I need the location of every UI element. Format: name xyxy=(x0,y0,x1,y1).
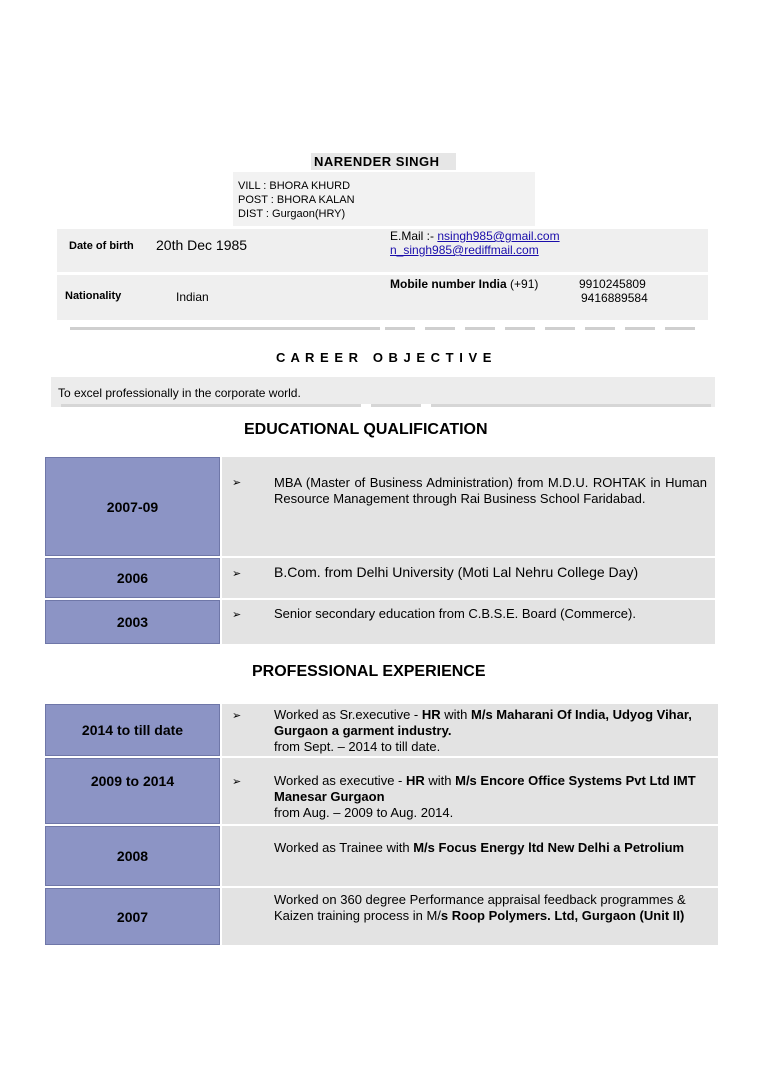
career-objective-text: To excel professionally in the corporate world. xyxy=(58,386,301,400)
decorative-rule-dashed xyxy=(385,327,695,330)
dob-value: 20th Dec 1985 xyxy=(156,237,248,253)
candidate-name: NARENDER SINGH xyxy=(311,153,456,170)
mobile-number-1: 9910245809 xyxy=(579,277,646,291)
arrow-bullet-icon: ➢ xyxy=(232,710,242,722)
experience-period-cell: 2014 to till date xyxy=(45,704,220,756)
nationality-label: Nationality xyxy=(65,290,122,302)
address-block xyxy=(233,172,535,226)
decorative-rule xyxy=(70,327,380,330)
career-objective-box xyxy=(51,377,715,407)
experience-description: Worked on 360 degree Performance appraisal feedback programmes & Kaizen training process in M/s Roop Polymers. Ltd, Gurgaon (Unit II) xyxy=(274,892,686,923)
arrow-bullet-icon: ➢ xyxy=(232,568,242,580)
experience-description: Worked as executive - HR with M/s Encore Office Systems Pvt Ltd IMT Manesar Gurgaon from Aug. – 2009 to Aug. 2014. xyxy=(274,773,696,820)
address-post: POST : BHORA KALAN xyxy=(238,194,355,206)
decorative-rule xyxy=(61,404,711,407)
education-row xyxy=(222,558,715,598)
arrow-bullet-icon: ➢ xyxy=(232,609,242,621)
experience-period-cell: 2007 xyxy=(45,888,220,945)
experience-description: Worked as Trainee with M/s Focus Energy ltd New Delhi a Petrolium xyxy=(274,840,685,855)
personal-info-row-1 xyxy=(57,229,708,272)
email-label: E.Mail :- xyxy=(390,229,435,243)
personal-info-row-2 xyxy=(57,275,708,320)
education-row xyxy=(222,600,715,644)
arrow-bullet-icon: ➢ xyxy=(232,477,242,489)
mobile-number-2: 9416889584 xyxy=(581,291,648,305)
experience-description: Worked as Sr.executive - HR with M/s Maharani Of India, Udyog Vihar, Gurgaon a garment industry. from Sept. – 2014 to till date. xyxy=(274,707,692,754)
mobile-country-code: (+91) xyxy=(510,277,539,291)
education-description: B.Com. from Delhi University (Moti Lal Nehru College Day) xyxy=(274,564,639,580)
education-year-cell: 2003 xyxy=(45,600,220,644)
dob-label: Date of birth xyxy=(69,240,134,252)
experience-period-cell: 2008 xyxy=(45,826,220,886)
career-objective-heading: C A R E E R O B J E C T I V E xyxy=(276,350,493,365)
email-link-rediff[interactable]: n_singh985@rediffmail.com xyxy=(390,243,539,257)
mobile-label-block xyxy=(390,277,538,291)
address-district: DIST : Gurgaon(HRY) xyxy=(238,208,346,220)
mobile-label: Mobile number India xyxy=(390,277,507,291)
email-block xyxy=(390,229,560,257)
experience-row xyxy=(222,888,718,945)
experience-row xyxy=(222,826,718,886)
experience-heading: PROFESSIONAL EXPERIENCE xyxy=(252,663,486,680)
experience-row xyxy=(222,758,718,824)
experience-period-cell: 2009 to 2014 xyxy=(45,758,220,824)
education-year-cell: 2006 xyxy=(45,558,220,598)
education-heading: EDUCATIONAL QUALIFICATION xyxy=(244,421,488,438)
education-year-cell: 2007-09 xyxy=(45,457,220,556)
education-row xyxy=(222,457,715,556)
education-description: Senior secondary education from C.B.S.E. Board (Commerce). xyxy=(274,606,636,621)
experience-row xyxy=(222,704,718,756)
email-link-gmail[interactable]: nsingh985@gmail.com xyxy=(437,229,560,243)
education-description: MBA (Master of Business Administration) from M.D.U. ROHTAK in Human Resource Management through Rai Business School Faridabad. xyxy=(274,475,707,506)
nationality-value: Indian xyxy=(176,290,209,304)
arrow-bullet-icon: ➢ xyxy=(232,776,242,788)
address-village: VILL : BHORA KHURD xyxy=(238,180,351,192)
